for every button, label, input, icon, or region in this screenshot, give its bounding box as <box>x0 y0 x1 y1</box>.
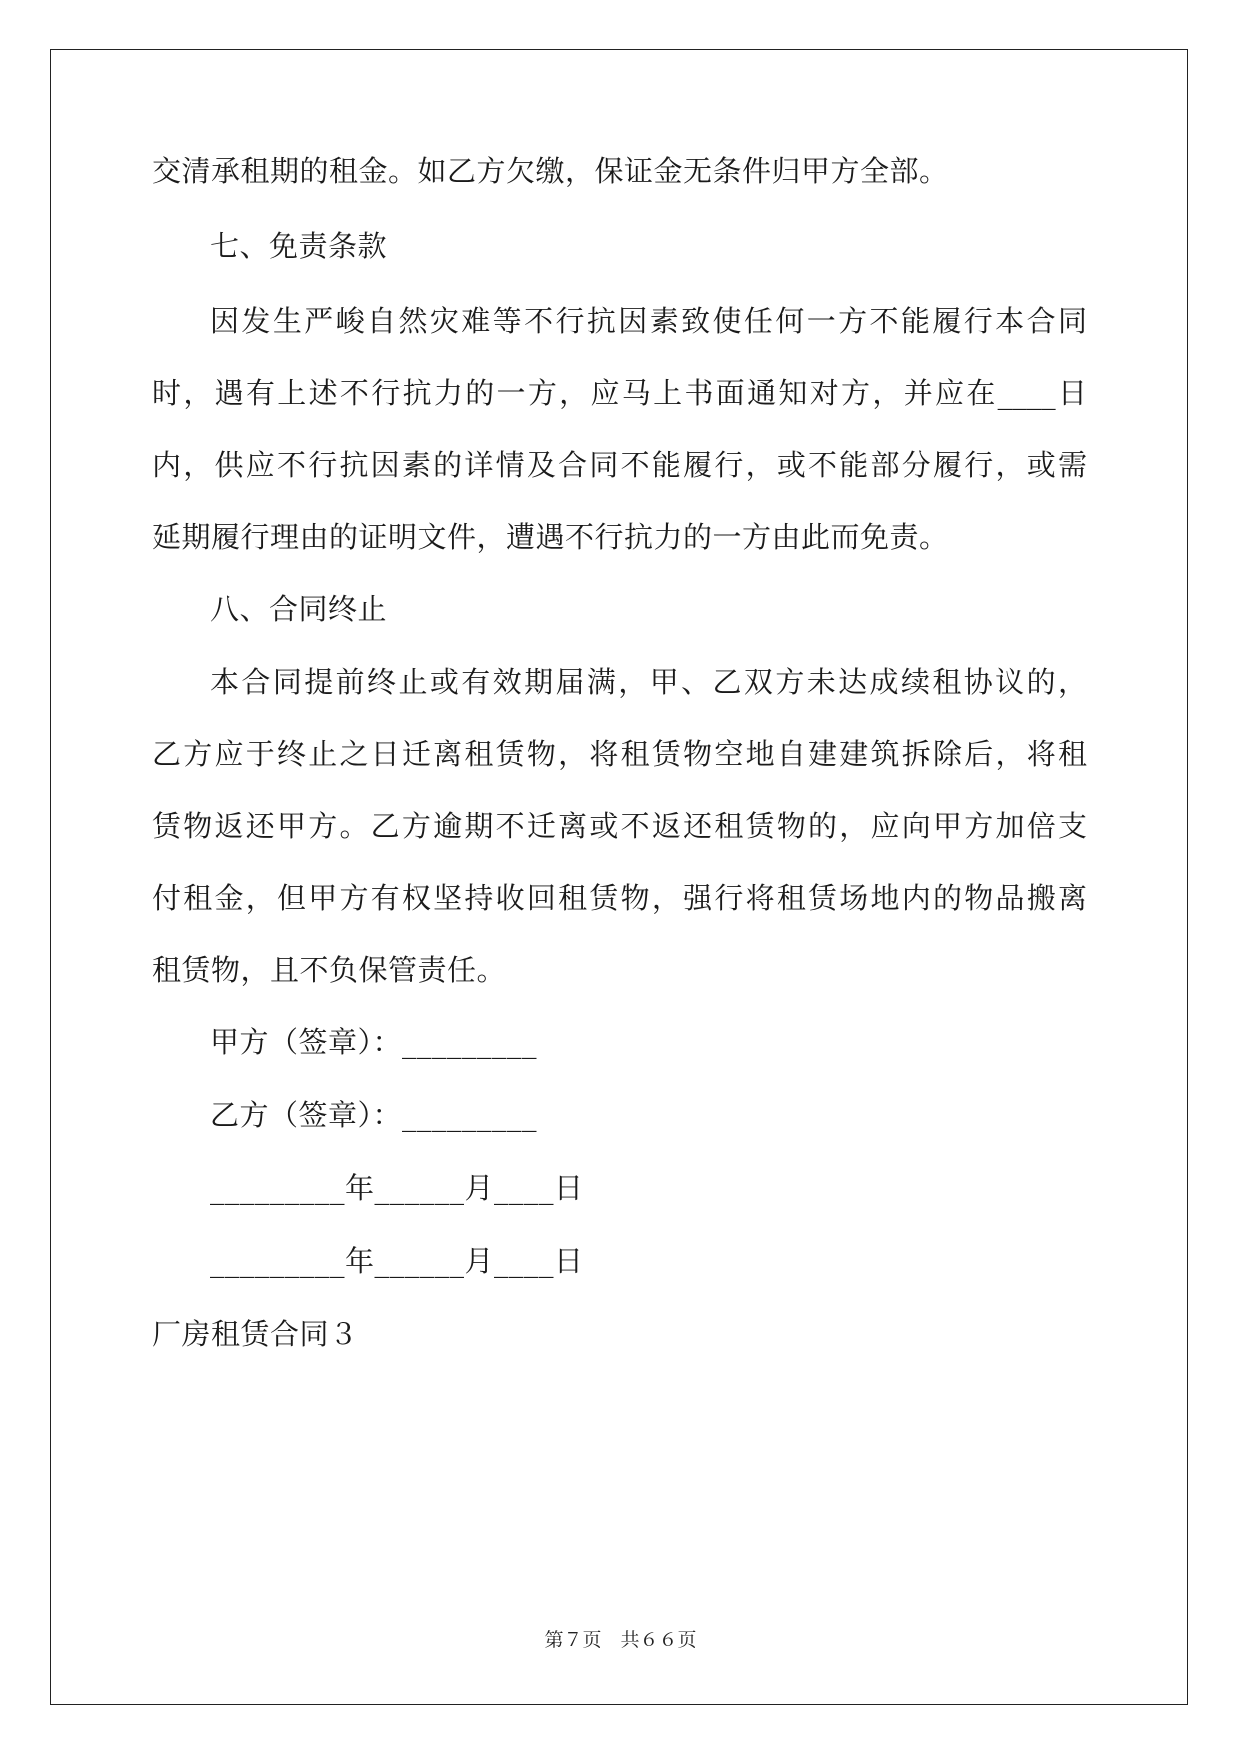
page-number-footer: 第７页 共６６页 <box>544 1629 697 1651</box>
section-heading-exemption: 七、免责条款 <box>210 229 388 263</box>
date-line-1: _________年______月____日 <box>210 1171 584 1205</box>
paragraph-line: 时，遇有上述不行抗力的一方，应马上书面通知对方，并应在____日 <box>152 376 1087 410</box>
party-b-signature: 乙方（签章）：_________ <box>210 1098 538 1132</box>
paragraph-line: 本合同提前终止或有效期届满，甲、乙双方未达成续租协议的， <box>210 665 1087 699</box>
paragraph-line: 内，供应不行抗因素的详情及合同不能履行，或不能部分履行，或需 <box>152 448 1087 482</box>
next-contract-title: 厂房租赁合同３ <box>152 1317 359 1351</box>
paragraph-line: 因发生严峻自然灾难等不行抗因素致使任何一方不能履行本合同 <box>210 304 1087 338</box>
paragraph-line: 赁物返还甲方。乙方逾期不迁离或不返还租赁物的，应向甲方加倍支 <box>152 809 1087 843</box>
paragraph-line: 乙方应于终止之日迁离租赁物，将租赁物空地自建建筑拆除后，将租 <box>152 737 1087 771</box>
party-a-signature: 甲方（签章）：_________ <box>210 1025 538 1059</box>
page-border <box>50 49 1188 1705</box>
paragraph-line: 租赁物，且不负保管责任。 <box>152 953 507 987</box>
section-heading-termination: 八、合同终止 <box>210 592 388 626</box>
paragraph-line: 延期履行理由的证明文件，遭遇不行抗力的一方由此而免责。 <box>152 520 949 554</box>
paragraph-line: 付租金，但甲方有权坚持收回租赁物，强行将租赁场地内的物品搬离 <box>152 881 1087 915</box>
paragraph-line: 交清承租期的租金。如乙方欠缴，保证金无条件归甲方全部。 <box>152 154 949 188</box>
date-line-2: _________年______月____日 <box>210 1244 584 1278</box>
